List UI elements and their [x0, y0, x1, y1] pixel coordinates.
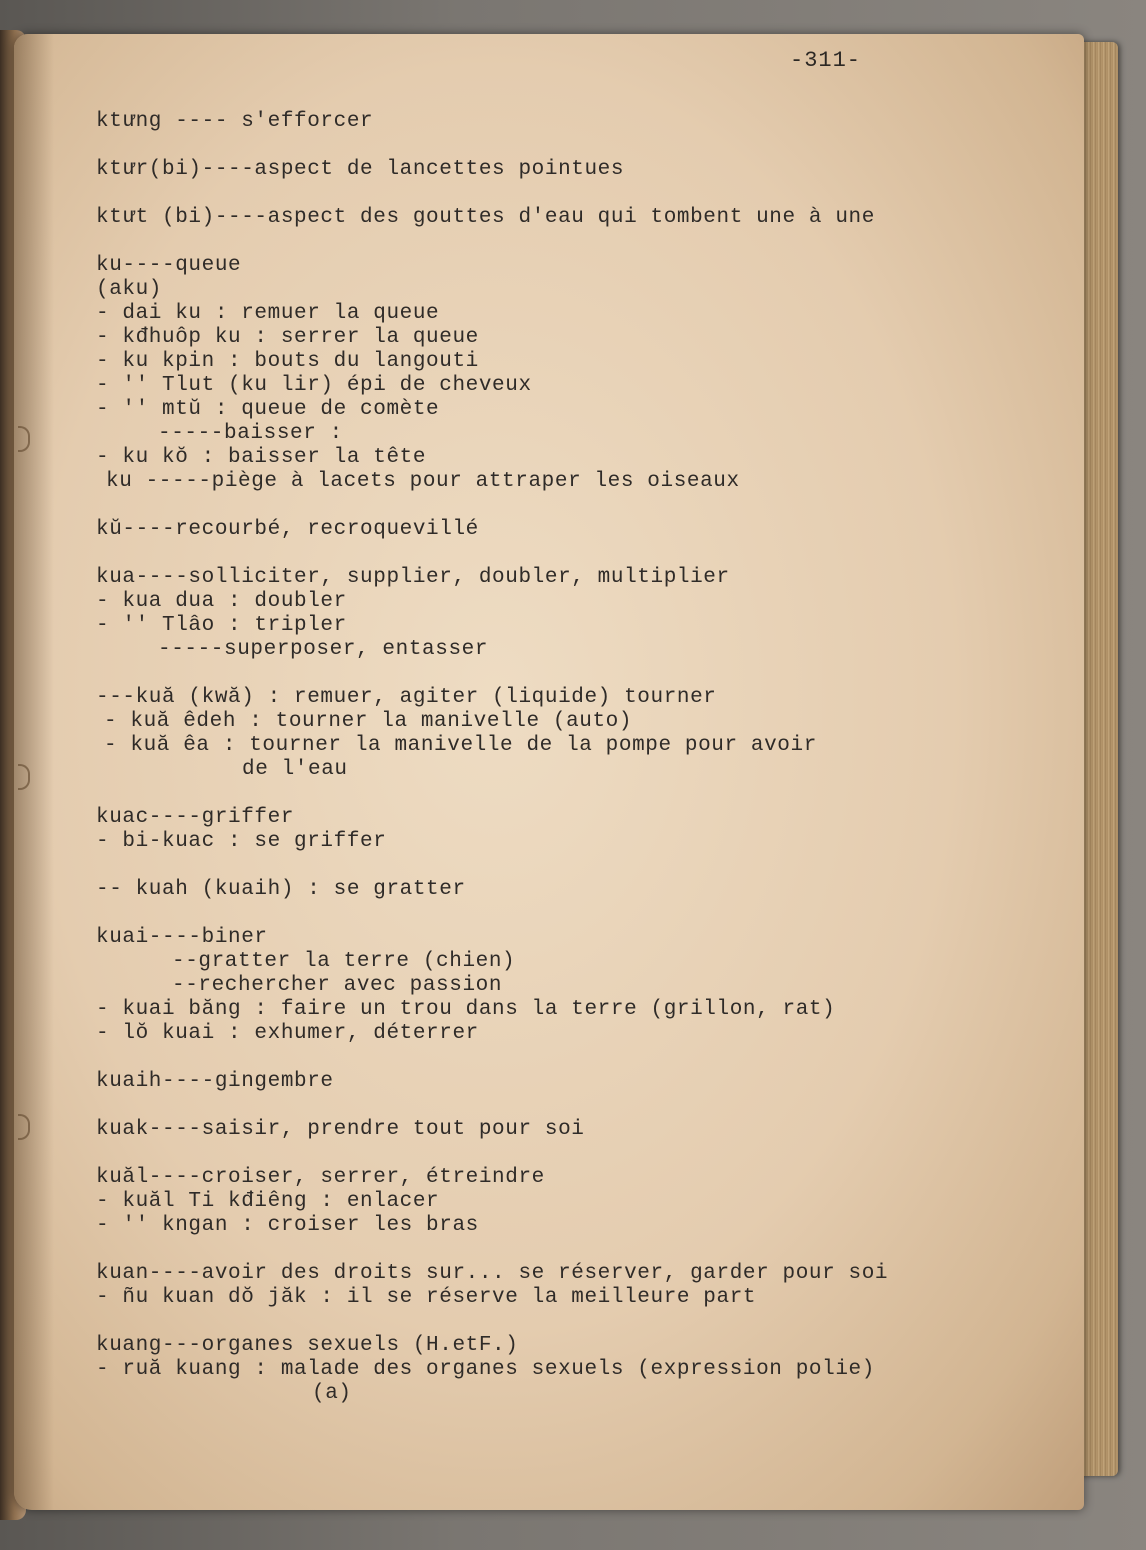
entry-line: - kđhuôp ku : serrer la queue — [96, 326, 479, 349]
entry-line: - kuă êa : tourner la manivelle de la pompe pour avoir — [104, 734, 817, 757]
entry-line: --rechercher avec passion — [172, 974, 503, 997]
entry-line: kuaih----gingembre — [96, 1070, 334, 1093]
entry-line: kuak----saisir, prendre tout pour soi — [96, 1118, 585, 1141]
entry-line: - '' kngan : croiser les bras — [96, 1214, 479, 1237]
entry-line: ku----queue — [96, 254, 242, 277]
entry-line: - ku kpin : bouts du langouti — [96, 350, 479, 373]
entry-line: -----baisser : — [158, 422, 343, 445]
book-page — [14, 34, 1084, 1510]
entry-line: kŭ----recourbé, recroquevillé — [96, 518, 479, 541]
entry-line: ku -----piège à lacets pour attraper les oiseaux — [106, 470, 740, 493]
entry-line: ktưng ---- s'efforcer — [96, 110, 374, 133]
entry-line: kuang---organes sexuels (H.etF.) — [96, 1334, 519, 1357]
entry-line: - ku kŏ : baisser la tête — [96, 446, 427, 469]
entry-line: kuăl----croiser, serrer, étreindre — [96, 1166, 545, 1189]
entry-line: - kuă êdeh : tourner la manivelle (auto) — [104, 710, 633, 733]
entry-line: - '' mtŭ : queue de comète — [96, 398, 440, 421]
entry-line: - kuai băng : faire un trou dans la terre (grillon, rat) — [96, 998, 836, 1021]
entry-line: ktưt (bi)----aspect des gouttes d'eau qui tombent une à une — [96, 206, 875, 229]
entry-line: - kuăl Ti kđiêng : enlacer — [96, 1190, 440, 1213]
entry-line: kua----solliciter, supplier, doubler, multiplier — [96, 566, 730, 589]
entry-line: kuan----avoir des droits sur... se réserver, garder pour soi — [96, 1262, 889, 1285]
entry-line: - lŏ kuai : exhumer, déterrer — [96, 1022, 479, 1045]
entry-line: -----superposer, entasser — [158, 638, 489, 661]
entry-line: -- kuah (kuaih) : se gratter — [96, 878, 466, 901]
entry-line: (aku) — [96, 278, 163, 301]
entry-line: --gratter la terre (chien) — [172, 950, 516, 973]
page-number: -311- — [790, 48, 862, 73]
entry-line: - dai ku : remuer la queue — [96, 302, 440, 325]
entry-line: - ñu kuan dŏ jăk : il se réserve la meilleure part — [96, 1286, 757, 1309]
entry-line: - bi-kuac : se griffer — [96, 830, 387, 853]
entry-line: - '' Tlut (ku lir) épi de cheveux — [96, 374, 532, 397]
entry-line: kuai----biner — [96, 926, 268, 949]
entry-line: ktưr(bi)----aspect de lancettes pointues — [96, 158, 625, 181]
entry-line: - kua dua : doubler — [96, 590, 347, 613]
entry-line: - '' Tlâo : tripler — [96, 614, 347, 637]
entry-line: (a) — [312, 1382, 352, 1405]
entry-line: ---kuă (kwă) : remuer, agiter (liquide) tourner — [96, 686, 717, 709]
entry-line: kuac----griffer — [96, 806, 295, 829]
entry-line: - ruă kuang : malade des organes sexuels (expression polie) — [96, 1358, 875, 1381]
entry-line: de l'eau — [242, 758, 348, 781]
